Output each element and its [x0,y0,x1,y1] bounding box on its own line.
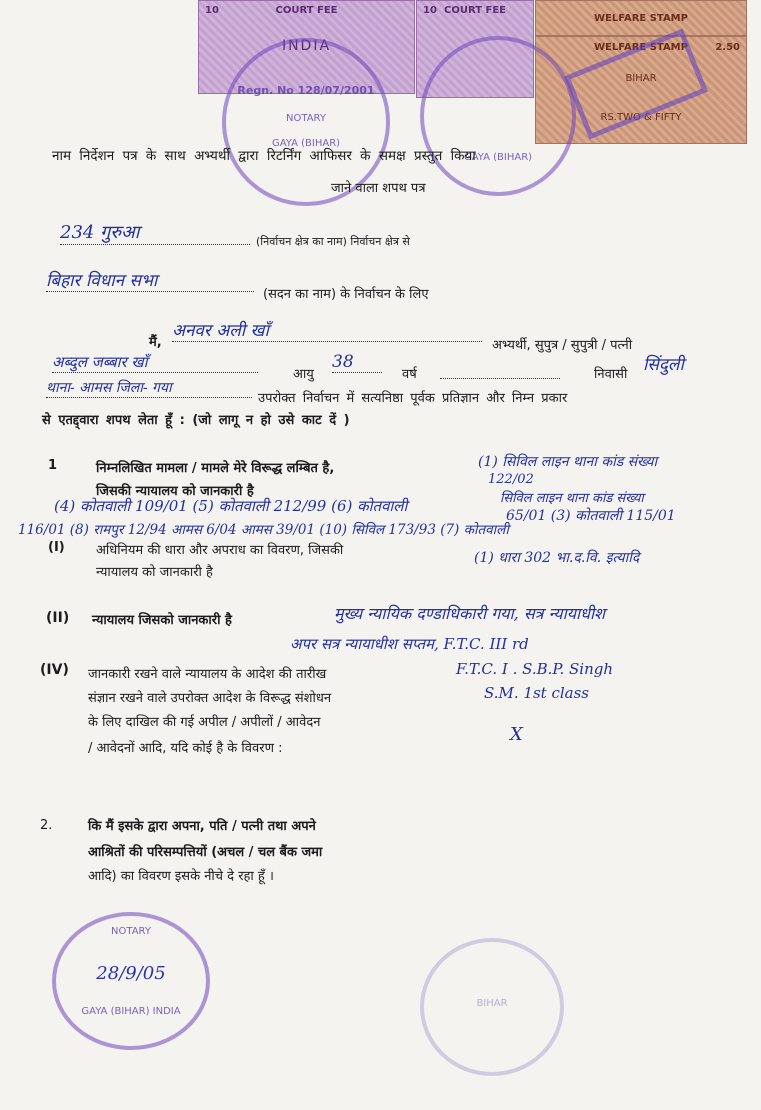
village-value: सिंदुली [643,355,684,375]
constituency-suffix: (निर्वाचन क्षेत्र का नाम) निर्वाचन क्षेत्र से [256,235,410,248]
notary-reg: Regn. No 128/07/2001 [237,84,375,97]
item-2-number: 2. [40,818,53,833]
handwritten-case-6: 116/01 (8) रामपुर 12/94 आमस 6/04 आमस 39/01 (10) सिविल 173/93 (7) कोतवाली [18,522,509,538]
notary-seal-bottom [52,912,210,1050]
house-value: बिहार विधान सभा [46,268,254,292]
oath-line-1: उपरोक्त निर्वाचन में सत्यनिष्ठा पूर्वक प्रतिज्ञान और निम्न प्रकार [258,391,568,406]
handwritten-cross: X [510,724,523,745]
heading-line-2: जाने वाला शपथ पत्र [331,181,426,196]
address-value: थाना- आमस जिला- गया [46,378,252,398]
item-1-line-1: निम्नलिखित मामला / मामले मेरे विरूद्ध लम्बित है, [96,461,335,476]
handwritten-case-4: 65/01 (3) कोतवाली 115/01 [506,508,676,524]
signature-date: 28/9/05 [96,963,166,984]
court-fee-country: INDIA [281,38,332,54]
sub-iv-line-3: के लिए दाखिल की गई अपील / अपीलों / आवेदन [88,715,321,730]
deponent-name: अनवर अली खाँ [172,318,482,342]
sub-iv-label: (IV) [40,662,69,678]
deponent-relation: अभ्यर्थी, सुपुत्र / सुपुत्री / पत्नी [492,338,633,353]
faint-seal-text: BIHAR [476,998,508,1009]
sub-i-label: (I) [48,540,65,555]
sub-iv-line-2: संज्ञान रखने वाले उपरोक्त आदेश के विरूद्ध संशोधन [88,691,332,706]
item-2-line-3: आदि) का विवरण इसके नीचे दे रहा हूँ । [88,869,274,884]
welfare-stamp-1 [535,0,747,36]
years-label: वर्ष [402,367,417,382]
deponent-prefix: मैं, [149,335,162,350]
stamp-state: BIHAR [625,73,657,84]
notary-seal-bottom-top: NOTARY [111,926,151,937]
oath-line-2: से एतद्द्वारा शपथ लेता हूँ : (जो लागू न हो उसे काट दें ) [42,413,350,428]
notary-seal-right [420,36,576,196]
item-1-number: 1 [48,458,58,473]
sub-iv-line-4: / आवेदनों आदि, यदि कोई है के विवरण : [88,741,283,756]
court-fee-label: COURT FEE [275,5,338,16]
constituency-value: 234 गुरुआ [60,220,250,245]
notary-place-2: GAYA (BIHAR) [463,152,533,163]
father-name: अब्दुल जब्बार खाँ [52,352,258,373]
years-dots [440,378,560,379]
handwritten-class: S.M. 1st class [484,684,589,702]
handwritten-court-1: मुख्य न्यायिक दण्डाधिकारी गया, सत्र न्यायाधीश [334,604,605,623]
item-2-line-1: कि मैं इसके द्वारा अपना, पति / पत्नी तथा अपने [88,819,316,834]
notary-label: NOTARY [286,113,326,124]
welfare-stamp-label: WELFARE STAMP [594,13,688,24]
age-label: आयु [293,367,314,382]
welfare-stamp-label-2: WELFARE STAMP [594,42,688,53]
court-fee-value: 10 [205,5,219,16]
court-fee-value-2: 10 [423,5,437,16]
sub-i-line-2: न्यायालय को जानकारी है [96,565,213,580]
heading-line-1: नाम निर्देशन पत्र के साथ अभ्यर्थी द्वारा रिटर्निंग आफिसर के समक्ष प्रस्तुत किया [52,148,476,164]
handwritten-judge: F.T.C. I . S.B.P. Singh [456,660,614,678]
age-value: 38 [332,352,382,373]
sub-ii-label: (II) [46,610,70,626]
court-fee-label-2: COURT FEE [443,5,506,16]
welfare-amount-text: RS.TWO & FIFTY [600,112,682,123]
sub-ii-text: न्यायालय जिसको जानकारी है [92,613,232,628]
sub-i-line-1: अधिनियम की धारा और अपराध का विवरण, जिसकी [96,543,344,558]
item-1-line-2: जिसकी न्यायालय को जानकारी है [96,484,254,499]
handwritten-section: (1) धारा 302 भा.द.वि. इत्यादि [474,550,640,566]
house-suffix: (सदन का नाम) के निर्वाचन के लिए [263,287,429,302]
handwritten-court-2: अपर सत्र न्यायाधीश सप्तम, F.T.C. III rd [290,635,529,653]
item-2-line-2: आश्रितों की परिसम्पत्तियों (अचल / चल बैंक जमा [88,845,323,860]
handwritten-case-3: सिविल लाइन थाना कांड संख्या [500,491,644,506]
welfare-stamp-value: 2.50 [715,42,740,53]
handwritten-case-2: 122/02 [488,472,534,487]
resident-label: निवासी [594,367,628,382]
notary-place: GAYA (BIHAR) [271,138,341,149]
sub-iv-line-1: जानकारी रखने वाले न्यायालय के आदेश की तारीख [88,667,327,682]
handwritten-case-5: (4) कोतवाली 109/01 (5) कोतवाली 212/99 (6) कोतवाली [54,497,408,515]
notary-seal-bottom-place: GAYA (BIHAR) INDIA [81,1006,181,1017]
handwritten-case-1: (1) सिविल लाइन थाना कांड संख्या [478,454,658,470]
faint-seal-bottom [420,938,564,1076]
